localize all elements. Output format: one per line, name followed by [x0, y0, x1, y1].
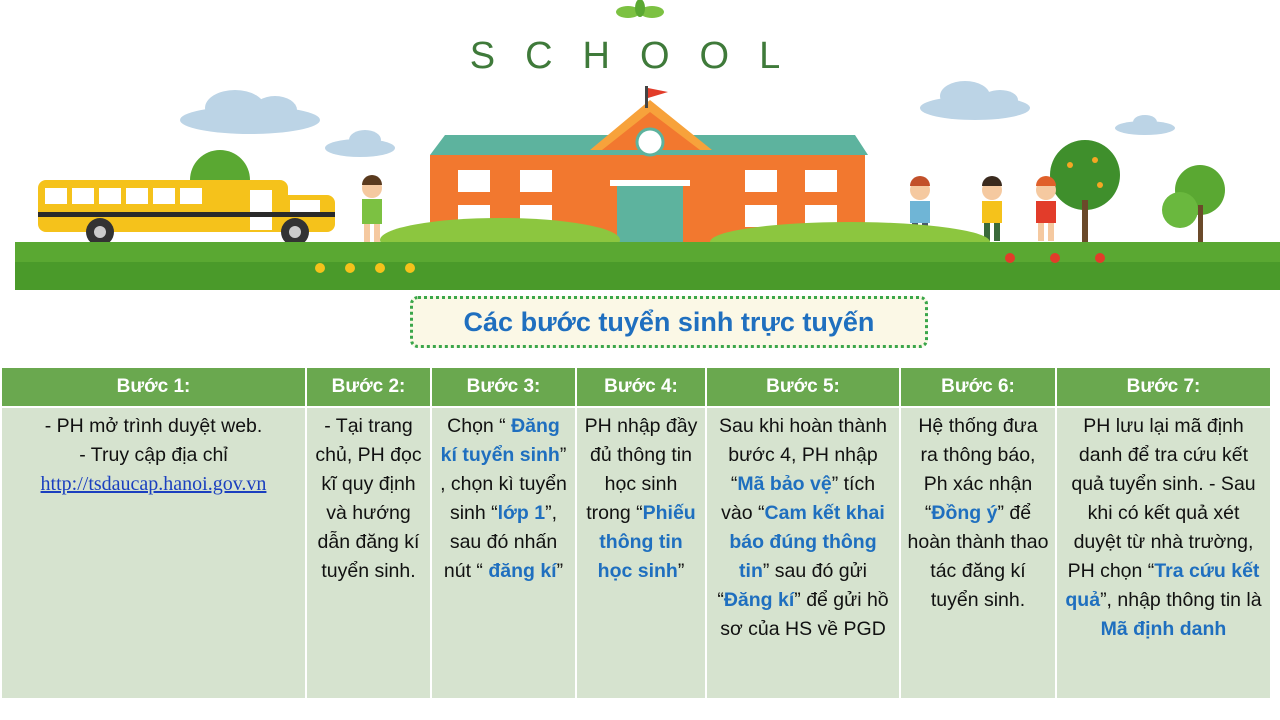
- step-5-cell: [706, 407, 900, 699]
- step-header: Bước 4:: [576, 367, 706, 407]
- step-text: ”: [556, 560, 564, 582]
- highlight-text: Cam kết khai báo đúng thông tin: [729, 502, 885, 582]
- step-7-cell: [1056, 407, 1271, 699]
- step-text: PH nhập đầy đủ thông tin học sinh trong “: [584, 415, 698, 524]
- step-text: ” để gửi hồ sơ của HS về PGD: [720, 589, 889, 640]
- highlight-text: Đăng kí tuyển sinh: [440, 415, 560, 466]
- school-label: SCHOOL: [469, 35, 811, 77]
- step-text: ”, nhập thông tin là: [1100, 589, 1262, 611]
- step-text: ” sau đó gửi “: [717, 560, 867, 611]
- step-6-cell: [900, 407, 1056, 699]
- step-1-cell: [1, 407, 306, 699]
- step-text: ” tích vào “: [721, 473, 876, 524]
- step-header: Bước 2:: [306, 367, 431, 407]
- sprout-icon: [616, 0, 664, 18]
- table-header-row: [1, 367, 1271, 407]
- highlight-text: Phiếu thông tin học sinh: [597, 502, 696, 582]
- step-text: - Truy cập địa chỉ: [79, 444, 228, 466]
- step-text: Chọn “: [447, 415, 512, 437]
- step-2-cell: [306, 407, 431, 699]
- step-header: Bước 3:: [431, 367, 576, 407]
- step-text: ”: [677, 560, 685, 582]
- step-4-cell: [576, 407, 706, 699]
- school-banner-illustration: [0, 0, 1280, 290]
- step-header: Bước 1:: [1, 367, 306, 407]
- highlight-text: Tra cứu kết quả: [1065, 560, 1260, 611]
- step-header: Bước 6:: [900, 367, 1056, 407]
- step-text: Hệ thống đưa ra thông báo, Ph xác nhận “: [918, 415, 1038, 524]
- school-bus-icon: [38, 180, 335, 246]
- highlight-text: lớp 1: [497, 502, 546, 524]
- highlight-text: Đăng kí: [723, 589, 795, 611]
- highlight-text: Mã bảo vệ: [737, 473, 832, 495]
- step-header: Bước 5:: [706, 367, 900, 407]
- title-box: [410, 296, 928, 348]
- highlight-text: Mã định danh: [1100, 618, 1227, 640]
- step-header: Bước 7:: [1056, 367, 1271, 407]
- steps-table: [0, 366, 1272, 700]
- step-text: ”, sau đó nhấn nút “: [443, 502, 558, 582]
- website-link[interactable]: http://tsdaucap.hanoi.gov.vn: [40, 473, 267, 495]
- step-3-cell: [431, 407, 576, 699]
- step-text: Sau khi hoàn thành bước 4, PH nhập “: [718, 415, 888, 495]
- page-title: Các bước tuyển sinh trực tuyến: [463, 306, 875, 337]
- step-text: ” , chọn kì tuyển sinh “: [440, 444, 567, 524]
- step-text: PH lưu lại mã định danh để tra cứu kết quả tuyển sinh. - Sau khi có kết quả xét duyệt từ nhà trường, PH chọn “: [1067, 415, 1256, 582]
- highlight-text: đăng kí: [488, 560, 557, 582]
- step-text: ” để hoàn thành thao tác đăng kí tuyển sinh.: [907, 502, 1049, 611]
- highlight-text: Đồng ý: [931, 502, 998, 524]
- table-row: [1, 407, 1271, 699]
- step-text: - Tại trang chủ, PH đọc kĩ quy định và hướng dẫn đăng kí tuyển sinh.: [315, 415, 422, 582]
- step-text: - PH mở trình duyệt web.: [44, 415, 263, 437]
